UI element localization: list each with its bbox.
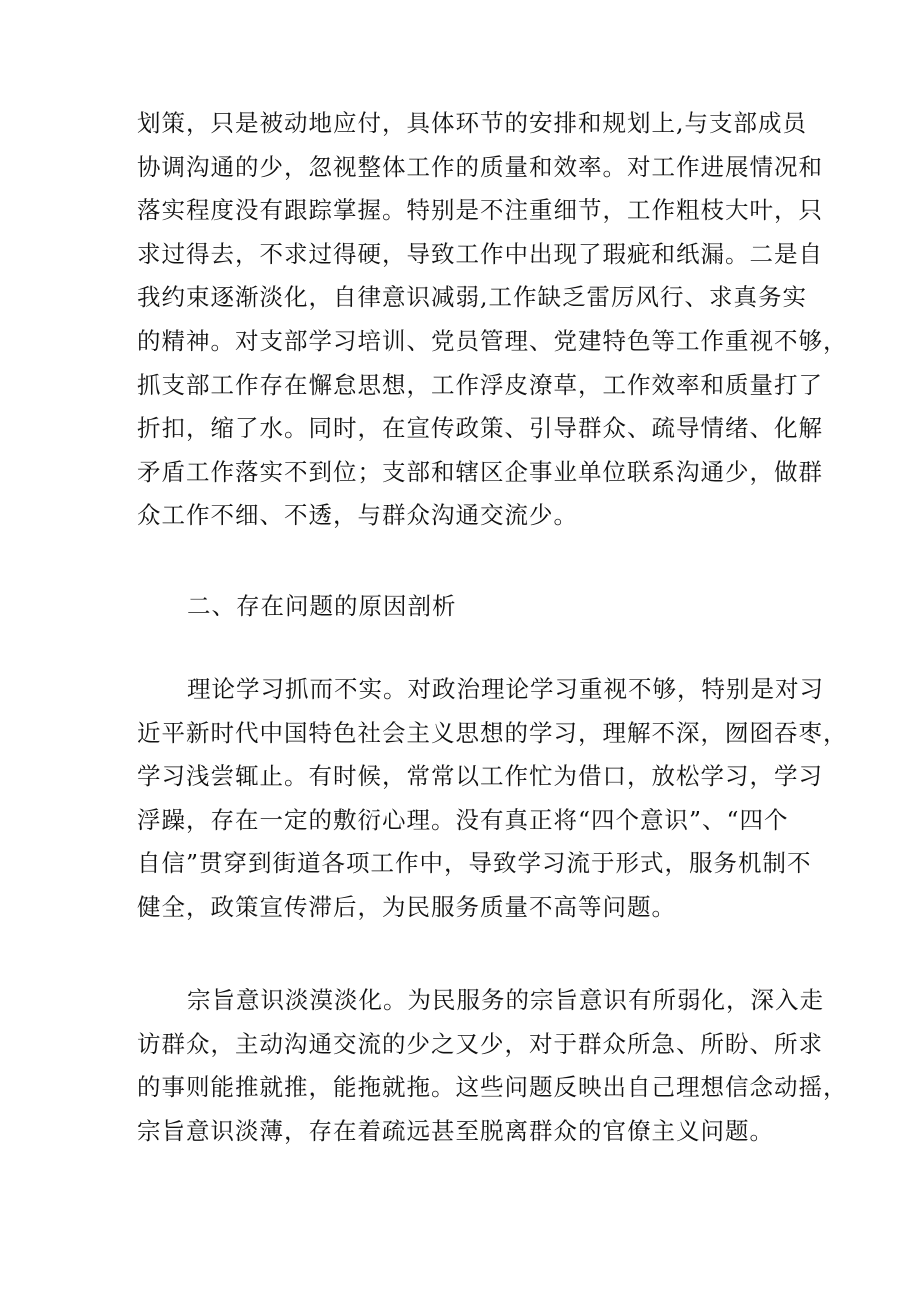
paragraph-line: 求过得去，不求过得硬，导致工作中出现了瑕疵和纸漏。二是自	[137, 239, 823, 268]
paragraph-line: 的事则能推就推，能拖就拖。这些问题反映出自己理想信念动摇，	[137, 1073, 848, 1102]
paragraph-line: 访群众，主动沟通交流的少之又少，对于群众所急、所盼、所求	[137, 1029, 823, 1058]
paragraph-2	[137, 668, 848, 930]
paragraph-line: 矛盾工作落实不到位；支部和辖区企事业单位联系沟通少，做群	[137, 457, 823, 486]
paragraph-line: 抓支部工作存在懈怠思想，工作浮皮潦草，工作效率和质量打了	[137, 370, 823, 399]
paragraph-line: 落实程度没有跟踪掌握。特别是不注重细节，工作粗枝大叶，只	[137, 196, 823, 225]
paragraph-1	[137, 102, 848, 538]
paragraph-line: 自信”贯穿到街道各项工作中，导致学习流于形式，服务机制不	[137, 849, 812, 878]
paragraph-3	[137, 979, 848, 1153]
paragraph-line: 浮躁，存在一定的敷衍心理。没有真正将“四个意识”、“四个	[137, 805, 789, 834]
paragraph-line: 众工作不细、不透，与群众沟通交流少。	[137, 501, 578, 530]
paragraph-line: 宗旨意识淡薄，存在着疏远甚至脱离群众的官僚主义问题。	[137, 1116, 774, 1145]
paragraph-line: 我约束逐渐淡化，自律意识减弱,工作缺乏雷厉风行、求真务实	[137, 283, 807, 312]
paragraph-line: 宗旨意识淡漠淡化。为民服务的宗旨意识有所弱化，深入走	[187, 986, 824, 1014]
paragraph-line: 理论学习抓而不实。对政治理论学习重视不够，特别是对习	[187, 675, 824, 703]
paragraph-line: 划策，只是被动地应付，具体环节的安排和规划上,与支部成员	[137, 109, 807, 137]
paragraph-line: 学习浅尝辄止。有时候，常常以工作忙为借口，放松学习，学习	[137, 762, 823, 791]
paragraph-line: 的精神。对支部学习培训、党员管理、党建特色等工作重视不够，	[137, 326, 848, 355]
section-heading-block	[137, 585, 785, 629]
paragraph-line: 折扣，缩了水。同时，在宣传政策、引导群众、疏导情绪、化解	[137, 414, 823, 443]
section-heading: 二、存在问题的原因剖析	[187, 592, 457, 620]
paragraph-line: 协调沟通的少，忽视整体工作的质量和效率。对工作进展情况和	[137, 152, 823, 181]
paragraph-line: 健全，政策宣传滞后，为民服务质量不高等问题。	[137, 892, 676, 921]
paragraph-line: 近平新时代中国特色社会主义思想的学习，理解不深，囫囵吞枣，	[137, 718, 848, 747]
